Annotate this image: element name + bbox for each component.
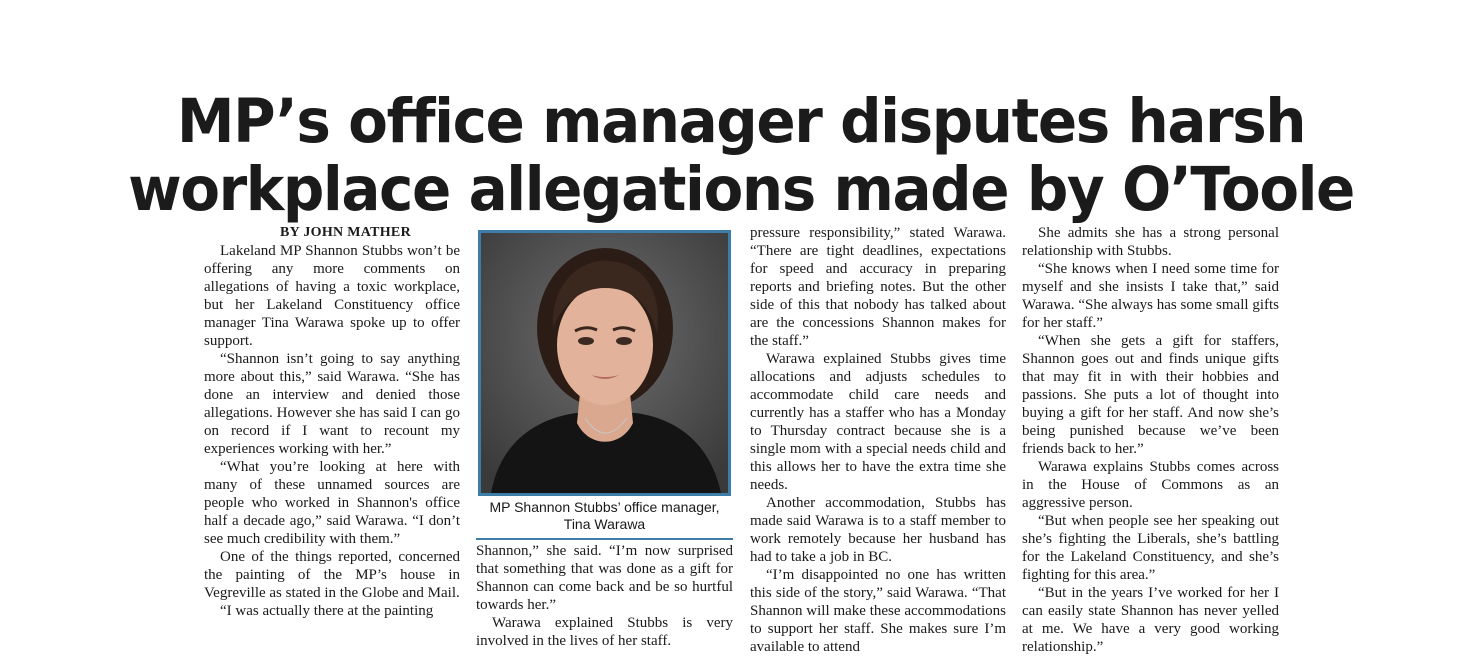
article-column-1 bbox=[204, 224, 460, 620]
article-column-2 bbox=[476, 542, 733, 650]
caption-line-2: Tina Warawa bbox=[563, 516, 646, 532]
caption-rule bbox=[476, 538, 733, 540]
paragraph: pressure responsibility,” stated Warawa. “There are tight deadlines, expectations for speed and accuracy in preparing reports and briefing notes. But the other side of this that nobody has talked about are the concessions Shannon makes for the staff.” bbox=[750, 225, 1006, 349]
article-column-4 bbox=[1022, 224, 1279, 656]
byline: BY JOHN MATHER bbox=[280, 225, 411, 240]
photo-caption bbox=[476, 499, 733, 533]
paragraph: “But in the years I’ve worked for her I can easily state Shannon has never yelled at me. We have a very good working relationship.” bbox=[1022, 585, 1279, 655]
paragraph: “What you’re looking at here with many of these unnamed sources are people who worked in Shannon's office half a decade ago,” said Warawa. “I don’t see much credibility with them.” bbox=[204, 459, 460, 547]
paragraph: Another accommodation, Stubbs has made said Warawa is to a staff member to work remotely because her husband has had to take a job in BC. bbox=[750, 495, 1006, 565]
paragraph: Warawa explained Stubbs gives time allocations and adjusts schedules to accommodate child care needs and currently has a staffer who has a Monday to Thursday contract because she is a single mom with a special needs child and this allows her to have the extra time she needs. bbox=[750, 351, 1006, 493]
paragraph: Shannon,” she said. “I’m now surprised that something that was done as a gift for Shannon can come back and be so hurtful towards her.” bbox=[476, 543, 733, 613]
paragraph: “I was actually there at the painting bbox=[220, 603, 434, 619]
paragraph: “She knows when I need some time for myself and she insists I take that,” said Warawa. “She always has some small gifts for her staff.” bbox=[1022, 261, 1279, 331]
paragraph: “When she gets a gift for staffers, Shannon goes out and finds unique gifts that may fit in with their hobbies and passions. She puts a lot of thought into buying a gift for her staff. And now she’s being punished because we’ve been friends back to her.” bbox=[1022, 333, 1279, 457]
headline-line-2: workplace allegations made by O’Toole bbox=[128, 154, 1354, 225]
portrait-photo bbox=[478, 230, 731, 496]
paragraph: Warawa explained Stubbs is very involved in the lives of her staff. bbox=[476, 615, 733, 649]
paragraph: Warawa explains Stubbs comes across in the House of Commons as an aggressive person. bbox=[1022, 459, 1279, 511]
paragraph: “But when people see her speaking out she’s fighting the Liberals, she’s battling for the Lakeland Constituency, and she’s fighting for this area.” bbox=[1022, 513, 1279, 583]
article-column-3 bbox=[750, 224, 1006, 656]
headline-line-1: MP’s office manager disputes harsh bbox=[176, 86, 1306, 157]
paragraph: Lakeland MP Shannon Stubbs won’t be offering any more comments on allegations of having a toxic workplace, but her Lakeland Constituency office manager Tina Warawa spoke up to offer support. bbox=[204, 243, 460, 349]
caption-line-1: MP Shannon Stubbs’ office manager, bbox=[489, 499, 720, 515]
portrait-image bbox=[481, 233, 728, 493]
paragraph: “Shannon isn’t going to say anything more about this,” said Warawa. “She has done an interview and denied those allegations. However she has said I can go on record if I want to recount my experiences working with her.” bbox=[204, 351, 460, 457]
headline bbox=[37, 88, 1445, 224]
paragraph: One of the things reported, concerned the painting of the MP’s house in Vegreville as stated in the Globe and Mail. bbox=[204, 549, 460, 601]
paragraph: “I’m disappointed no one has written this side of the story,” said Warawa. “That Shannon will make these accommodations to support her staff. She makes sure I’m available to attend bbox=[750, 567, 1006, 655]
paragraph: She admits she has a strong personal relationship with Stubbs. bbox=[1022, 225, 1279, 259]
